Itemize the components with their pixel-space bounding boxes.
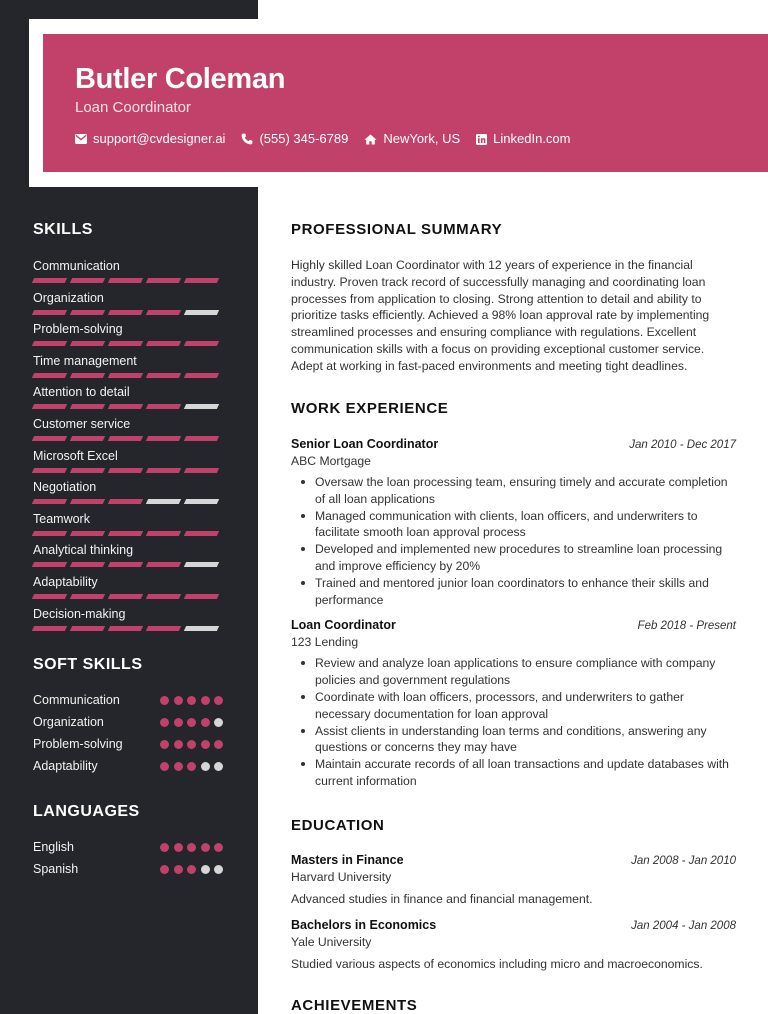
- skill-level-segment: [32, 341, 67, 346]
- job-bullet: Oversaw the loan processing team, ensuring timely and accurate completion of all loan applications: [291, 474, 736, 508]
- skill-name: Organization: [33, 290, 104, 305]
- skill-name: Negotiation: [33, 480, 97, 495]
- skill-name: Adaptability: [33, 574, 98, 589]
- job-bullet: Developed and implemented new procedures to streamline loan processing and improve efficiency by 20%: [291, 541, 736, 575]
- skill-item: [33, 258, 223, 290]
- skill-level-segment: [70, 310, 105, 315]
- job-title: Senior Loan Coordinator: [291, 437, 439, 451]
- rating-dot: [187, 696, 196, 705]
- job-bullets: [291, 474, 736, 608]
- education-description: Advanced studies in finance and financial management.: [291, 892, 593, 906]
- experience-section: [291, 399, 736, 790]
- header: [43, 34, 768, 172]
- skill-level-segment: [70, 562, 105, 567]
- candidate-role: Loan Coordinator: [75, 99, 191, 116]
- soft-skill-item: [33, 689, 223, 711]
- rating-dots: [156, 865, 224, 874]
- rating-dot: [201, 843, 210, 852]
- skill-level-bar: [33, 626, 223, 631]
- contact-phone-text: (555) 345-6789: [259, 131, 349, 146]
- skill-level-segment: [184, 436, 219, 441]
- phone-icon: [241, 133, 253, 145]
- contact-location-text: NewYork, US: [383, 131, 461, 146]
- skill-level-bar: [33, 436, 223, 441]
- rating-dot: [174, 843, 183, 852]
- skill-level-segment: [184, 562, 219, 567]
- skill-level-segment: [146, 468, 181, 473]
- job-bullets: [291, 655, 736, 789]
- rating-dot: [214, 740, 223, 749]
- skill-level-bar: [33, 499, 223, 504]
- language-item-name: English: [33, 840, 74, 854]
- skill-item: [33, 542, 223, 574]
- skill-level-segment: [108, 531, 143, 536]
- skill-level-segment: [32, 404, 67, 409]
- education-entry: [291, 917, 736, 973]
- job-bullet: Assist clients in understanding loan terms and conditions, answering any questions or concerns they may have: [291, 723, 736, 757]
- soft-skill-item-name: Adaptability: [33, 759, 98, 773]
- skill-level-segment: [146, 278, 181, 283]
- soft-skill-item-name: Communication: [33, 693, 120, 707]
- contact-email[interactable]: [75, 131, 225, 147]
- skill-level-bar: [33, 594, 223, 599]
- skill-level-segment: [32, 310, 67, 315]
- skill-name: Customer service: [33, 416, 131, 431]
- language-item: [33, 858, 223, 880]
- skill-level-segment: [70, 341, 105, 346]
- skill-item: [33, 574, 223, 606]
- rating-dots: [156, 740, 224, 749]
- summary-text: Highly skilled Loan Coordinator with 12 years of experience in the financial industry. Proven track record of successfully managing and coordinating loan processes from application to closing. Strong attention to detail and ability to prioritize tasks efficiently. Achieved a 98% loan approval rate by implementing streamlined processes and ensuring compliance with regulations. Excellent communication skills with a focus on providing exceptional customer service. Adept at working in fast-paced environments and meeting tight deadlines.: [291, 258, 710, 373]
- rating-dot: [187, 843, 196, 852]
- rating-dot: [187, 865, 196, 874]
- skill-name: Problem-solving: [33, 322, 123, 337]
- rating-dot: [174, 865, 183, 874]
- skill-item: [33, 416, 223, 448]
- skill-level-segment: [32, 594, 67, 599]
- skill-level-segment: [32, 531, 67, 536]
- rating-dot: [214, 696, 223, 705]
- soft-skills-title: SOFT SKILLS: [33, 656, 143, 673]
- soft-skill-item: [33, 711, 223, 733]
- skill-level-segment: [184, 594, 219, 599]
- rating-dot: [160, 762, 169, 771]
- contact-email-text: support@cvdesigner.ai: [93, 131, 226, 146]
- rating-dots: [156, 762, 224, 771]
- job-bullet: Managed communication with clients, loan officers, and underwriters to facilitate smooth loan approval process: [291, 508, 736, 542]
- rating-dot: [201, 718, 210, 727]
- rating-dot: [174, 696, 183, 705]
- contact-row: [75, 131, 768, 147]
- skill-level-bar: [33, 468, 223, 473]
- education-description: Studied various aspects of economics including micro and macroeconomics.: [291, 956, 703, 971]
- job-title: Loan Coordinator: [291, 618, 396, 633]
- skill-level-bar: [33, 341, 223, 346]
- job-company: 123 Lending: [291, 635, 359, 650]
- skill-item: [33, 353, 223, 385]
- rating-dot: [174, 718, 183, 727]
- skill-level-segment: [32, 499, 67, 504]
- rating-dot: [201, 696, 210, 705]
- job-company: ABC Mortgage: [291, 454, 371, 468]
- language-item-name: Spanish: [33, 862, 79, 876]
- skill-name: Teamwork: [33, 511, 90, 526]
- skill-name: Decision-making: [33, 606, 126, 621]
- degree-title: Masters in Finance: [291, 853, 404, 867]
- achievements-section: [291, 996, 736, 1014]
- rating-dots: [156, 718, 224, 727]
- skill-level-segment: [184, 531, 219, 536]
- rating-dots: [156, 843, 224, 852]
- job-date: Jan 2010 - Dec 2017: [629, 439, 736, 451]
- rating-dot: [214, 762, 223, 771]
- rating-dot: [160, 865, 169, 874]
- rating-dot: [187, 740, 196, 749]
- education-entry: [291, 852, 736, 908]
- rating-dot: [214, 865, 223, 874]
- skill-level-segment: [70, 278, 105, 283]
- skill-item: [33, 511, 223, 543]
- achievements-title: ACHIEVEMENTS: [291, 997, 418, 1014]
- skill-level-segment: [146, 373, 181, 378]
- skill-level-segment: [146, 310, 181, 315]
- contact-linkedin[interactable]: [476, 131, 570, 147]
- linkedin-icon: [476, 134, 487, 145]
- skill-level-segment: [70, 373, 105, 378]
- skill-level-segment: [70, 499, 105, 504]
- soft-skill-item: [33, 755, 223, 777]
- contact-location: [364, 131, 460, 147]
- skill-name: Attention to detail: [33, 385, 130, 400]
- skill-level-segment: [146, 626, 181, 631]
- skill-level-segment: [70, 404, 105, 409]
- rating-dot: [214, 843, 223, 852]
- skill-level-segment: [108, 468, 143, 473]
- skill-item: [33, 384, 223, 416]
- skills-section: [33, 220, 223, 637]
- skill-level-segment: [32, 562, 67, 567]
- skills-title: SKILLS: [33, 221, 93, 238]
- summary-title: PROFESSIONAL SUMMARY: [291, 221, 503, 238]
- skill-level-segment: [108, 310, 143, 315]
- rating-dot: [160, 843, 169, 852]
- skill-level-segment: [70, 531, 105, 536]
- languages-section: [33, 802, 223, 880]
- skill-item: [33, 448, 223, 480]
- skill-level-segment: [32, 468, 67, 473]
- job-entry: [291, 436, 736, 608]
- skill-level-segment: [146, 562, 181, 567]
- job-entry: [291, 617, 736, 789]
- rating-dot: [160, 696, 169, 705]
- skill-item: [33, 321, 223, 353]
- skill-level-segment: [184, 626, 219, 631]
- skill-level-segment: [184, 499, 219, 504]
- rating-dot: [201, 762, 210, 771]
- education-title: EDUCATION: [291, 817, 385, 834]
- skill-item: [33, 290, 223, 322]
- languages-list: [33, 836, 223, 880]
- rating-dot: [187, 718, 196, 727]
- education-date: Jan 2008 - Jan 2010: [631, 855, 736, 867]
- job-bullet: Trained and mentored junior loan coordinators to enhance their skills and performance: [291, 575, 736, 609]
- skill-name: Analytical thinking: [33, 543, 134, 558]
- skill-level-segment: [70, 468, 105, 473]
- soft-skills-list: [33, 689, 223, 777]
- skill-level-segment: [108, 626, 143, 631]
- skill-level-segment: [184, 373, 219, 378]
- skill-name: Microsoft Excel: [33, 448, 118, 463]
- contact-linkedin-text: LinkedIn.com: [493, 131, 571, 146]
- skill-level-bar: [33, 310, 223, 315]
- skill-level-segment: [184, 341, 219, 346]
- rating-dot: [201, 740, 210, 749]
- language-item: [33, 836, 223, 858]
- skill-level-segment: [70, 436, 105, 441]
- skill-level-segment: [146, 341, 181, 346]
- skill-level-segment: [32, 278, 67, 283]
- school-name: Yale University: [291, 934, 372, 949]
- skill-level-segment: [108, 562, 143, 567]
- job-bullet: Review and analyze loan applications to ensure compliance with company policies and government regulations: [291, 655, 736, 689]
- skill-level-bar: [33, 562, 223, 567]
- rating-dot: [160, 740, 169, 749]
- skill-level-bar: [33, 278, 223, 283]
- job-date: Feb 2018 - Present: [637, 620, 736, 633]
- skill-level-segment: [146, 594, 181, 599]
- soft-skill-item-name: Problem-solving: [33, 737, 123, 751]
- degree-title: Bachelors in Economics: [291, 917, 437, 932]
- education-date: Jan 2004 - Jan 2008: [631, 919, 736, 932]
- skills-list: [33, 258, 223, 637]
- skill-level-segment: [70, 626, 105, 631]
- skill-level-bar: [33, 404, 223, 409]
- rating-dot: [174, 762, 183, 771]
- skill-level-segment: [184, 278, 219, 283]
- rating-dot: [214, 718, 223, 727]
- skill-level-bar: [33, 373, 223, 378]
- job-bullet: Coordinate with loan officers, processors, and underwriters to gather necessary documentation for loan approval: [291, 689, 736, 723]
- rating-dot: [174, 740, 183, 749]
- soft-skill-item-name: Organization: [33, 715, 104, 729]
- candidate-name: Butler Coleman: [75, 63, 286, 95]
- skill-level-segment: [108, 594, 143, 599]
- job-bullet: Maintain accurate records of all loan transactions and update databases with current information: [291, 756, 736, 790]
- summary-section: [291, 220, 736, 375]
- skill-level-segment: [108, 436, 143, 441]
- soft-skills-section: [33, 655, 223, 777]
- skill-level-segment: [146, 436, 181, 441]
- skill-level-segment: [184, 310, 219, 315]
- rating-dot: [187, 762, 196, 771]
- education-section: [291, 816, 736, 973]
- languages-title: LANGUAGES: [33, 803, 140, 820]
- skill-level-segment: [108, 278, 143, 283]
- skill-level-segment: [108, 404, 143, 409]
- skill-item: [33, 606, 223, 638]
- skill-level-segment: [146, 531, 181, 536]
- rating-dot: [201, 865, 210, 874]
- skill-item: [33, 479, 223, 511]
- skill-name: Communication: [33, 259, 120, 273]
- skill-level-segment: [108, 373, 143, 378]
- skill-level-segment: [70, 594, 105, 599]
- skill-level-segment: [32, 373, 67, 378]
- experience-title: WORK EXPERIENCE: [291, 400, 449, 417]
- skill-level-segment: [32, 436, 67, 441]
- skill-name: Time management: [33, 353, 137, 368]
- rating-dots: [156, 696, 224, 705]
- home-icon: [364, 134, 377, 145]
- skill-level-segment: [146, 499, 181, 504]
- skill-level-segment: [184, 404, 219, 409]
- skill-level-segment: [108, 341, 143, 346]
- skill-level-segment: [108, 499, 143, 504]
- envelope-icon: [75, 134, 87, 144]
- skill-level-bar: [33, 531, 223, 536]
- rating-dot: [160, 718, 169, 727]
- skill-level-segment: [32, 626, 67, 631]
- skill-level-segment: [184, 468, 219, 473]
- soft-skill-item: [33, 733, 223, 755]
- skill-level-segment: [146, 404, 181, 409]
- school-name: Harvard University: [291, 870, 392, 884]
- contact-phone[interactable]: [241, 131, 348, 147]
